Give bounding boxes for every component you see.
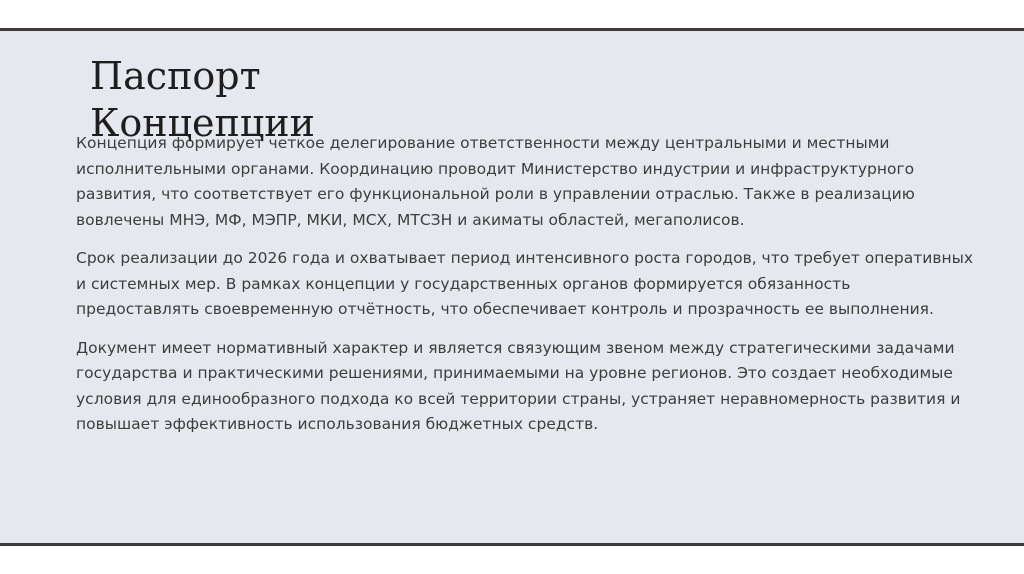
slide-title: Паспорт Концепции xyxy=(90,54,315,145)
paragraph-normative: Документ имеет нормативный характер и является связующим звеном между стратегическими задачами государства и практическими решениями, принимаемыми на уровне регионов. Это создает необходимые условия для единообразного подхода ко всей территории страны, устраняет неравномерность развития и повышает эффективность использования бюджетных средств. xyxy=(76,338,961,433)
paragraph-responsibility: Концепция формирует четкое делегирование ответственности между центральными и местными исполнительными органами. Координацию проводит Министерство индустрии и инфраструктурного развития, что соответствует его функциональной роли в управлении отраслью. Также в реализацию вовлечены МНЭ, МФ, МЭПР, МКИ, МСХ, МТСЗН и акиматы областей, мегаполисов. xyxy=(76,134,915,229)
slide-panel xyxy=(0,28,1024,546)
paragraph-timeline: Срок реализации до 2026 года и охватывает период интенсивного роста городов, что требует оперативных и системных мер. В рамках концепции у государственных органов формируется обязанность предоставлять своевременную отчётность, что обеспечивает контроль и прозрачность ее выполнения. xyxy=(76,249,974,318)
slide-body xyxy=(76,131,976,451)
